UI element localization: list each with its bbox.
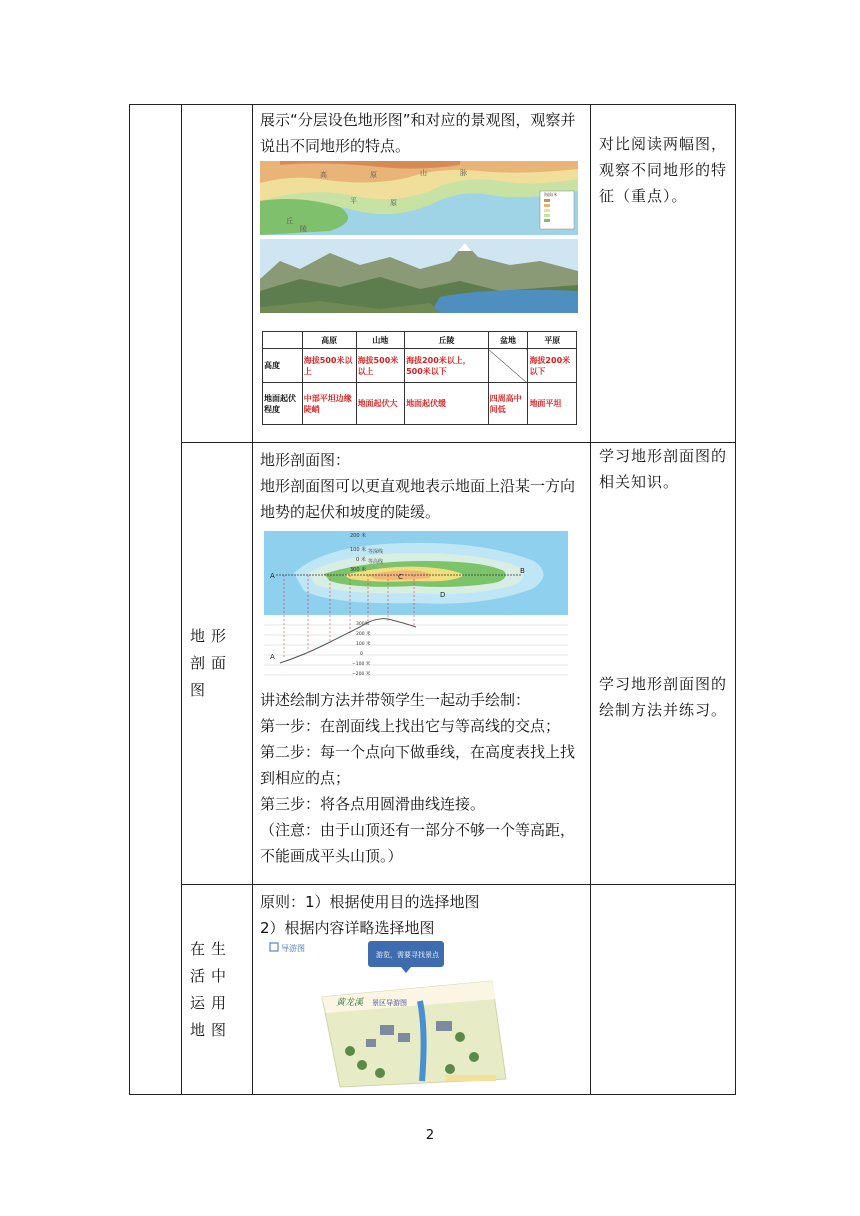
table-row-header: 高度	[263, 349, 303, 383]
page-number: 2	[425, 1128, 435, 1143]
table-cell: 海拔500米以上	[356, 349, 405, 383]
step-2: 第二步：每一个点向下做垂线，在高度表找上找到相应的点；	[260, 743, 576, 787]
profile-title: 地形剖面图：	[260, 451, 351, 469]
axis-label: 0	[360, 652, 363, 657]
profile-point-label: A	[270, 653, 275, 661]
table-cell: 中部平坦边缘陡峭	[302, 383, 356, 425]
note-cell-profile	[591, 443, 736, 885]
axis-label: 200 米	[356, 632, 371, 637]
content-cell-map-use	[253, 885, 591, 1095]
contour-label: 等高线	[368, 559, 384, 565]
profile-description: 地形剖面图可以更直观地表示地面上沿某一方向地势的起伏和坡度的陡缓。	[260, 477, 576, 521]
table-row	[263, 349, 577, 383]
table-row-map-use	[130, 885, 736, 1095]
section-label-profile	[182, 443, 253, 885]
table-cell: 地面平坦	[528, 383, 577, 425]
note-cell-map-use	[591, 885, 736, 1095]
table-cell: 地面起伏缓	[405, 383, 489, 425]
map-label-1: 高	[320, 171, 327, 179]
map-label-3: 山	[420, 169, 427, 177]
table-header-cell: 盆地	[488, 332, 528, 349]
table-row-header: 地面起伏程度	[263, 383, 303, 425]
step-1: 第一步：在剖面线上找出它与等高线的交点；	[260, 717, 561, 735]
intro-text: 展示“分层设色地形图”和对应的景观图，观察并说出不同地形的特点。	[260, 111, 576, 155]
point-b-label: B	[520, 567, 525, 575]
principle-1: 原则：1）根据使用目的选择地图	[260, 893, 480, 911]
contour-label: 等深线	[368, 549, 384, 555]
step-3: 第三步：将各点用圆滑曲线连接。	[260, 795, 486, 813]
terrain-features-table	[262, 331, 577, 425]
table-header-cell: 山地	[356, 332, 405, 349]
blank-column	[130, 105, 182, 1095]
content-cell-profile	[253, 443, 591, 885]
point-c-label: C	[398, 573, 403, 581]
note-text-1: 学习地形剖面图的相关知识。	[599, 447, 728, 491]
map-label-5: 平	[350, 197, 357, 205]
note-text-2: 学习地形剖面图的绘制方法并练习。	[599, 675, 728, 719]
table-header-cell: 高原	[302, 332, 356, 349]
bubble-text: 游览，需要寻找景点	[376, 951, 439, 959]
table-header-row	[263, 332, 577, 349]
point-a-label: A	[270, 572, 275, 580]
axis-label: −200 米	[352, 672, 371, 677]
table-row	[263, 383, 577, 425]
guide-map-figure	[260, 941, 560, 1089]
note-text: 对比阅读两幅图，观察不同地形的特征（重点）。	[599, 135, 728, 205]
map-tag: 导游图	[281, 944, 305, 953]
note-cell-terrain	[591, 105, 736, 443]
map-label-6: 原	[390, 199, 397, 207]
contour-label: 0 米	[356, 557, 366, 563]
table-cell-diagonal	[488, 349, 528, 383]
table-cell: 海拔200米以下	[528, 349, 577, 383]
guide-title-script: 黄龙溪	[336, 998, 364, 1008]
table-cell: 海拔500米以上	[302, 349, 356, 383]
table-row-terrain-types	[130, 105, 736, 443]
legend-title: 海拔/米	[544, 192, 558, 197]
principle-2: 2）根据内容详略选择地图	[260, 919, 435, 937]
caution-note: （注意：由于山顶还有一部分不够一个等高距，不能画成平头山顶。）	[260, 821, 576, 865]
table-header-cell	[263, 332, 303, 349]
guide-map-title: 景区导游图	[372, 999, 407, 1007]
point-d-label: D	[440, 591, 446, 599]
map-label-2: 原	[370, 171, 377, 179]
table-header-cell: 平原	[528, 332, 577, 349]
table-cell: 海拔200米以上，500米以下	[405, 349, 489, 383]
map-label-7: 丘	[286, 217, 293, 225]
map-label-4: 脉	[460, 169, 467, 177]
map-label-8: 陵	[300, 225, 307, 233]
axis-label: 100 米	[356, 642, 371, 647]
table-row-profile	[130, 443, 736, 885]
content-cell-terrain	[253, 105, 591, 443]
profile-figure	[264, 531, 568, 683]
section-label-text: 在生活中运用地图	[190, 939, 233, 1039]
contour-label: 200 米	[350, 533, 367, 539]
contour-label: 300 米	[350, 567, 367, 573]
lesson-plan-table	[129, 104, 736, 1095]
contour-label: 100 米	[350, 547, 367, 553]
section-label-map-use	[182, 885, 253, 1095]
table-cell: 四周高中间低	[488, 383, 528, 425]
section-label-text: 地形剖面图	[190, 627, 233, 699]
layered-tint-map	[260, 161, 584, 321]
axis-label: 300米	[356, 622, 370, 627]
axis-label: −100 米	[352, 662, 371, 667]
table-cell: 地面起伏大	[356, 383, 405, 425]
terrain-map-and-landscape	[260, 161, 578, 313]
table-header-cell: 丘陵	[405, 332, 489, 349]
steps-intro: 讲述绘制方法并带领学生一起动手绘制：	[260, 691, 531, 709]
section-label-empty	[182, 105, 253, 443]
